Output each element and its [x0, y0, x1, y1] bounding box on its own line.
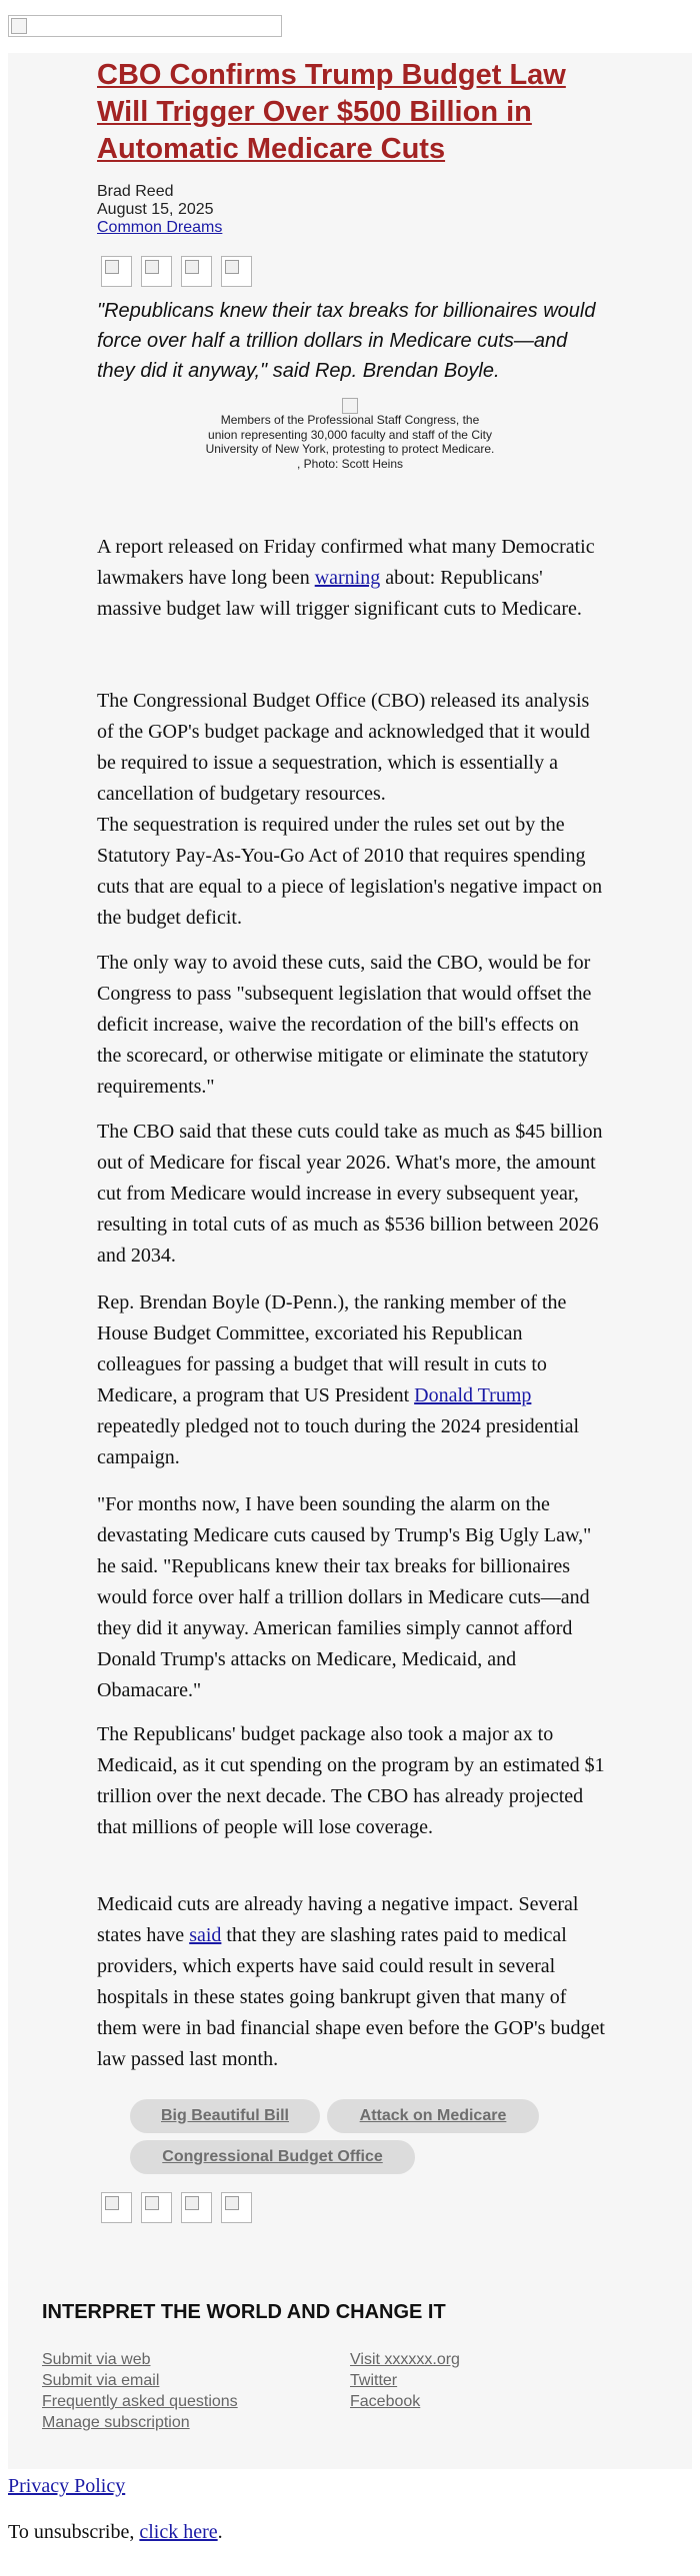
pull-quote: "Republicans knew their tax breaks for billionaires would force over half a trillion dollars in Medicare cuts—and they did it anyway," said Rep. Brendan Boyle. [97, 300, 596, 382]
paragraph-6: Rep. Brendan Boyle (D-Penn.), the ranking member of the House Budget Committee, excoriated his Republican colleagues for passing a budget that will result in cuts to Medicare, a program that US President Donald Trump repeatedly pledged not to touch during the 2024 presidential campaign. [97, 1291, 580, 1468]
share-facebook-icon[interactable] [101, 2192, 132, 2223]
share-twitter-icon[interactable] [141, 2192, 172, 2223]
image-caption: Members of the Professional Staff Congress, the union representing 30,000 faculty and staff of the City University of New York, protesting to protect Medicare. , Photo: Scott Heins [205, 413, 495, 471]
footer-heading: INTERPRET THE WORLD AND CHANGE IT [42, 2301, 446, 2323]
share-link-icon[interactable] [221, 2192, 252, 2223]
paragraph-8: The Republicans' budget package also took a major ax to Medicaid, as it cut spending on the program by an estimated $1 trillion over the next decade. The CBO has already projected that millions of people will lose coverage. [97, 1723, 605, 1838]
submit-via-email-link[interactable]: Submit via email [42, 2372, 160, 2389]
footer-links-left [42, 2349, 238, 2433]
share-buttons-top [101, 256, 252, 287]
paragraph-7: "For months now, I have been sounding the alarm on the devastating Medicare cuts caused by Trump's Big Ugly Law," he said. "Republicans knew their tax breaks for billionaires would force over half a trillion dollars in Medicare cuts—and they did it anyway. American families simply cannot afford Donald Trump's attacks on Medicare, Medicaid, and Obamacare." [97, 1493, 592, 1701]
unsubscribe-link[interactable]: click here [139, 2521, 218, 2543]
paragraph-1: A report released on Friday confirmed what many Democratic lawmakers have long been warning about: Republicans' massive budget law will trigger significant cuts to Medicare. [97, 536, 595, 620]
article-title[interactable]: CBO Confirms Trump Budget Law Will Trigger Over $500 Billion in Automatic Medicare Cuts [97, 59, 566, 165]
manage-subscription-link[interactable]: Manage subscription [42, 2414, 190, 2431]
publish-date: August 15, 2025 [97, 201, 214, 218]
tag-congressional-budget-office[interactable]: Congressional Budget Office [130, 2140, 415, 2174]
donald-trump-link[interactable]: Donald Trump [414, 1384, 532, 1406]
byline [97, 183, 222, 237]
faq-link[interactable]: Frequently asked questions [42, 2393, 238, 2410]
share-twitter-icon[interactable] [141, 256, 172, 287]
visit-site-link[interactable]: Visit xxxxxx.org [350, 2351, 460, 2368]
said-link[interactable]: said [189, 1924, 222, 1946]
header-logo-image[interactable] [8, 15, 282, 37]
tag-big-beautiful-bill[interactable]: Big Beautiful Bill [130, 2099, 320, 2133]
tag-attack-on-medicare[interactable]: Attack on Medicare [327, 2099, 539, 2133]
warning-link[interactable]: warning [314, 567, 381, 589]
article-image [342, 398, 358, 414]
broken-image-icon [11, 18, 27, 34]
paragraph-5: The CBO said that these cuts could take as much as $45 billion out of Medicare for fiscal year 2026. What's more, the amount cut from Medicare would increase in every subsequent year, resulting in total cuts of as much as $536 billion between 2026 and 2034. [97, 1121, 603, 1267]
footer-links-right [350, 2349, 460, 2412]
twitter-link[interactable]: Twitter [350, 2372, 398, 2389]
share-facebook-icon[interactable] [101, 256, 132, 287]
privacy-policy-link[interactable]: Privacy Policy [8, 2475, 126, 2497]
share-buttons-bottom [101, 2192, 252, 2223]
source-link[interactable]: Common Dreams [97, 219, 223, 236]
author-name: Brad Reed [97, 183, 174, 200]
submit-via-web-link[interactable]: Submit via web [42, 2351, 151, 2368]
paragraph-2: The Congressional Budget Office (CBO) released its analysis of the GOP's budget package and acknowledged that it would be required to issue a sequestration, which is essentially a cancellation of budgetary resources. [97, 690, 590, 805]
paragraph-9: Medicaid cuts are already having a negative impact. Several states have said that they are slashing rates paid to medical providers, which experts have said could result in several hospitals in these states going bankrupt given that many of them were in bad financial shape even before the GOP's budget law passed last month. [97, 1893, 605, 2070]
facebook-link[interactable]: Facebook [350, 2393, 421, 2410]
share-email-icon[interactable] [181, 256, 212, 287]
unsubscribe-line: To unsubscribe, click here. [8, 2521, 223, 2543]
paragraph-3: The sequestration is required under the rules set out by the Statutory Pay-As-You-Go Act of 2010 that requires spending cuts that are equal to a piece of legislation's negative impact on the budget deficit. [97, 814, 603, 929]
paragraph-4: The only way to avoid these cuts, said the CBO, would be for Congress to pass "subsequent legislation that would offset the deficit increase, waive the recordation of the bill's effects on the scorecard, or otherwise mitigate or eliminate the statutory requirements." [97, 952, 592, 1098]
share-email-icon[interactable] [181, 2192, 212, 2223]
share-link-icon[interactable] [221, 256, 252, 287]
